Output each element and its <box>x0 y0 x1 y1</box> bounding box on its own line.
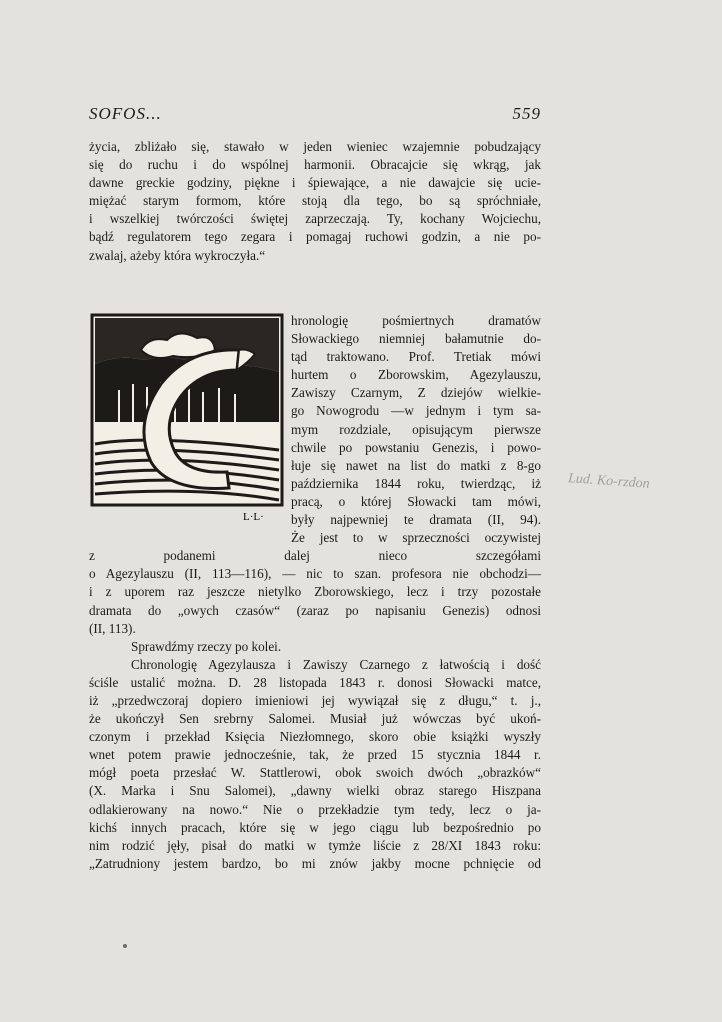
text-line: października 1844 roku, twierdząc, iż <box>291 475 541 491</box>
text-line: „Zatrudniony jestem bardzo, bo mi znów jakby mocne pchnięcie od <box>89 855 541 871</box>
page-number: 559 <box>512 104 541 123</box>
text-line: kichś innych pracach, które się w jego ciągu lub bezpośrednio po <box>89 819 541 835</box>
text-line: nim rodzić jęły, pisał do matki w tymże liście z 28/XI 1843 roku: <box>89 837 541 853</box>
running-header-title: SOFOS... <box>89 104 162 123</box>
text-line: go Nowogrodu —w jednym i tym sa- <box>291 403 541 419</box>
text-line: pracą, o której Słowacki tam mówi, <box>291 493 541 509</box>
text-line: mógł poeta przesłać W. Stattlerowi, obok swoich dwóch „obrazków“ <box>89 765 541 781</box>
text-line: były najpewniej te dramata (II, 94). <box>291 512 541 528</box>
initial-c-woodcut-icon <box>89 312 285 526</box>
text-line: miężać starym formom, które stoją dla tego, bo są spróchniałe, <box>89 193 541 209</box>
paper-speck <box>123 944 127 948</box>
text-line: Że jest to w sprzeczności oczywistej <box>291 530 541 546</box>
text-line: hurtem o Zborowskim, Agezylauszu, <box>291 367 541 383</box>
text-line: chwile po powstaniu Genezis, i powo- <box>291 439 541 455</box>
initial-signature: L·L· <box>243 511 264 523</box>
text-line: o Agezylauszu (II, 113—116), — nic to szan. profesora nie obchodzi— <box>89 566 541 582</box>
decorated-initial <box>89 312 285 526</box>
text-line: tąd traktowano. Prof. Tretiak mówi <box>291 349 541 365</box>
text-line: z podanemi dalej nieco szczegółami <box>89 548 541 564</box>
text-line: odlakierowany na nowo.“ Nie o przekładzie tym tedy, lecz o ja- <box>89 801 541 817</box>
text-line: życia, zbliżało się, stawało w jeden wieniec wzajemnie pobudzający <box>89 139 541 154</box>
text-line: iż „przedwczoraj dopiero imieniowi jej wywiązał się z długu,“ t. j., <box>89 692 541 708</box>
text-line: bądź regulatorem tego zegara i pomagaj ruchowi godzin, a nie po- <box>89 229 541 245</box>
text-line: ściśle ustalić można. D. 28 listopada 1843 r. donosi Słowacki matce, <box>89 674 541 690</box>
text-line: dramata do „owych czasów“ (zaraz po napisaniu Genezis) odnosi <box>89 602 541 618</box>
text-line: i wszelkiej twórczości świętej zaprzeczają. Ty, kochany Wojciechu, <box>89 211 541 227</box>
text-line: hronologię pośmiertnych dramatów <box>291 313 541 328</box>
text-line: łuje się nawet na list do matki z 8-go <box>291 457 541 473</box>
text-line: mym rozdziale, opisującym pierwsze <box>291 421 541 437</box>
text-line: Słowackiego niemniej bałamutnie do- <box>291 331 541 347</box>
text-line: się do ruchu i do wspólnej harmonii. Obracajcie się wkrąg, jak <box>89 157 541 173</box>
text-line: czonym i przekład Księcia Niezłomnego, skoro obie książki wyszły <box>89 729 541 745</box>
paragraph-quote-end <box>89 138 541 265</box>
text-line: (II, 113). <box>89 620 136 636</box>
text-line: (X. Marka i Snu Salomei), „dawny wielki obraz starego Hiszpana <box>89 783 541 799</box>
text-line: Sprawdźmy rzeczy po kolei. <box>131 638 282 654</box>
text-line: Zawiszy Czarnym, Z dziejów wielkie- <box>291 385 541 401</box>
text-line: wnet potem prawie jednocześnie, tak, że przed 15 stycznia 1844 r. <box>89 747 541 763</box>
handwritten-margin-note: Lud. Ko-rzdon <box>567 471 651 492</box>
text-line: zwalaj, ażeby która wykroczyła.“ <box>89 247 266 263</box>
text-line: i z uporem raz jeszcze nietylko Zborowskiego, lecz i trzy pozostałe <box>89 584 541 600</box>
text-line: dawne greckie godziny, piękne i śpiewające, a nie dawajcie się ucie- <box>89 175 541 191</box>
text-line: Chronologię Agezylausza i Zawiszy Czarnego z łatwością i dość <box>131 656 541 672</box>
text-line: że ukończył Sen srebrny Salomei. Musiał już wówczas być ukoń- <box>89 711 541 727</box>
paragraph-chronology <box>89 312 541 873</box>
